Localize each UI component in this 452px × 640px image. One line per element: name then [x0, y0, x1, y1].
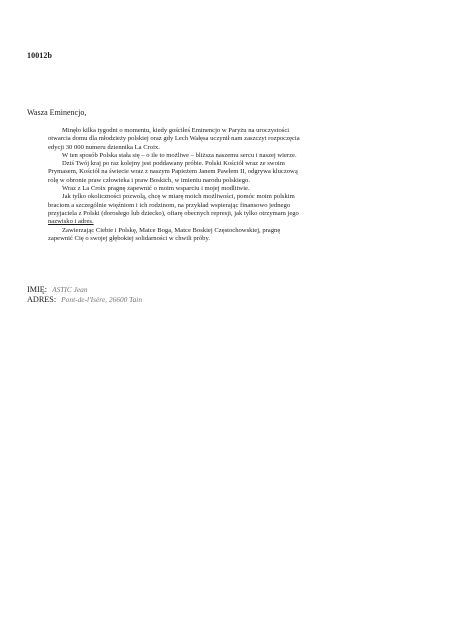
paragraph-5-line-3: przyjaciela z Polski (dorosłego lub dziecko), ofiarę obecnych represji, jak tylko otrzymam jego	[48, 209, 299, 217]
paragraph-2-line-1: W ten sposób Polska stała się – o ile to możliwe – bliższa naszemu sercu i naszej wierze.	[62, 151, 297, 159]
paragraph-3-line-3: rolę w obronie praw człowieka i praw Boskich, w imieniu narodu polskiego.	[48, 176, 250, 184]
name-label: IMIĘ:	[27, 285, 48, 294]
name-value: ASTIC Jean	[52, 285, 88, 294]
salutation: Wasza Eminencjo,	[27, 108, 87, 117]
document-id: 10012b	[27, 51, 53, 60]
paragraph-3-line-1: Dziś Twój kraj po raz kolejny jest poddawany próbie. Polski Kościół wraz ze swoim	[62, 160, 285, 168]
address-label: ADRES:	[27, 295, 57, 304]
paragraph-6-line-1: Zawierzając Ciebie i Polskę, Matce Boga, Matce Boskiej Częstochowskiej, pragnę	[62, 226, 281, 234]
paragraph-3-line-2: Prymasem, Kościół na świecie wraz z naszym Papieżem Janem Pawłem II, odgrywa kluczową	[48, 168, 298, 176]
name-field	[27, 285, 88, 295]
address-field	[27, 295, 142, 305]
paragraph-1-line-3: edycji 30 000 numeru dziennika La Croix.	[48, 143, 160, 151]
letter-body	[48, 127, 372, 243]
address-value: Pont-de-l'Isère, 26600 Tain	[61, 295, 143, 304]
paragraph-4-line-1: Wraz z La Croix pragnę zapewnić o moim wsparciu i mojej modlitwie.	[62, 185, 250, 193]
paragraph-5-line-2: braciom a szczególnie więźniom i ich rodzinom, na przykład wspierając finansowo jednego	[48, 201, 291, 209]
paragraph-6-line-2: zapewnić Cię o swojej głębokiej solidarności w chwili próby.	[48, 234, 210, 242]
paragraph-5-line-4: nazwisko i adres.	[48, 218, 94, 226]
paragraph-1-line-2: otwarcia domu dla młodzieży polskiej oraz gdy Lech Wałęsa uczynił nam zaszczyt rozpoczęcia	[48, 135, 300, 143]
paragraph-5-line-1: Jak tylko okoliczności pozwolą, chcę w miarę moich możliwości, pomóc moim polskim	[62, 193, 295, 201]
paragraph-1-line-1: Minęło kilka tygodni o momentu, kiedy gościłeś Eminencjo w Paryżu na uroczystości	[62, 127, 290, 134]
